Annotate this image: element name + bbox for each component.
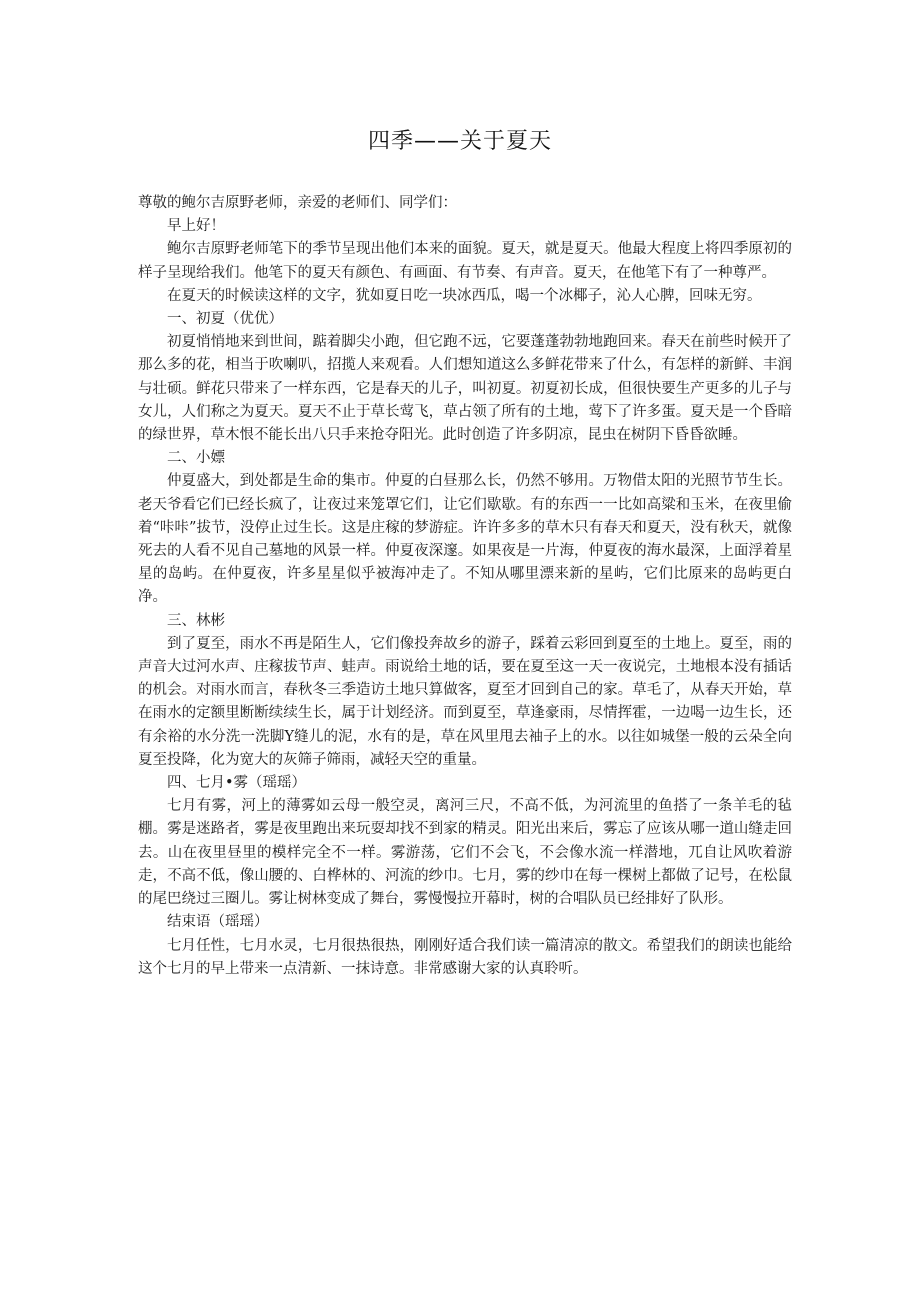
section-heading: 四、七月•雾（瑶瑶） [167,775,307,792]
intro-paragraph: 鲍尔吉原野老师笔下的季节呈现出他们本来的面貌。夏天，就是夏天。他最大程度上将四季原初的样子呈现给我们。他笔下的夏天有颜色、有画面、有节奏、有声音。夏天，在他笔下有了一种尊严。 [138,241,792,281]
section-paragraph: 初夏悄悄地来到世间，踮着脚尖小跑，但它跑不远，它要蓬蓬勃勃地跑回来。春天在前些时候开了那么多的花，相当于吹喇叭，招揽人来观看。人们想知道这么多鲜花带来了什么，有怎样的新鲜、丰润与壮硕。鲜花只带来了一样东西，它是春天的儿子，叫初夏。初夏初长成，但很快要生产更多的儿子与女儿，人们称之为夏天。夏天不止于草长莺飞，草占领了所有的土地，莺下了许多蛋。夏天是一个昏暗的绿世界，草木恨不能长出八只手来抢夺阳光。此时创造了许多阴凉，昆虫在树阴下昏昏欲睡。 [138,334,792,444]
section-heading: 结束语（瑶瑶） [167,914,269,931]
document-title: 四季——关于夏天 [367,129,552,154]
section-paragraph: 到了夏至，雨水不再是陌生人，它们像投奔故乡的游子，踩着云彩回到夏至的土地上。夏至，雨的声音大过河水声、庄稼拔节声、蛙声。雨说给土地的话，要在夏至这一天一夜说完，土地根本没有插话的机会。对雨水而言，春秋冬三季造访土地只算做客，夏至才回到自己的家。草毛了，从春天开始，草在雨水的定额里断断续续生长，属于计划经济。而到夏至，草逢豪雨，尽情挥霍，一边喝一边生长，还有余裕的水分洗一洗脚Y缝儿的泥，水有的是，草在风里甩去袖子上的水。以往如城堡一般的云朵全向夏至投降，化为宽大的灰筛子筛雨，减轻天空的重量。 [138,635,792,768]
section-paragraph: 七月有雾，河上的薄雾如云母一般空灵，离河三尺，不高不低，为河流里的鱼搭了一条羊毛的毡棚。雾是迷路者，雾是夜里跑出来玩耍却找不到家的精灵。阳光出来后，雾忘了应该从哪一道山缝走回去。山在夜里昼里的模样完全不一样。雾游荡，它们不会飞，不会像水流一样潜地，兀自让风吹着游走，不高不低，像山腰的、白桦林的、河流的纱巾。七月，雾的纱巾在每一棵树上都做了记号，在松鼠的尾巴绕过三圈儿。雾让树林变成了舞台，雾慢慢拉开幕时，树的合唱队员已经排好了队形。 [138,798,792,908]
intro-paragraph: 在夏天的时候读这样的文字，犹如夏日吃一块冰西瓜，喝一个冰椰子，沁人心脾，回味无穷。 [167,287,762,304]
greeting: 早上好！ [167,218,225,235]
document-body [138,192,792,981]
section-paragraph: 七月任性，七月水灵，七月很热很热，刚刚好适合我们读一篇清凉的散文。希望我们的朗读也能给这个七月的早上带来一点清新、一抹诗意。非常感谢大家的认真聆听。 [138,937,792,977]
section-heading: 一、初夏（优优） [167,311,283,328]
section-heading: 三、林彬 [167,612,225,629]
section-paragraph: 仲夏盛大，到处都是生命的集市。仲夏的白昼那么长，仍然不够用。万物借太阳的光照节节生长。老天爷看它们已经长疯了，让夜过来笼罩它们，让它们歇歇。有的东西一一比如高粱和玉米，在夜里偷着“咔咔”拔节，没停止过生长。这是庄稼的梦游症。许许多多的草木只有春天和夏天，没有秋天，就像死去的人看不见自己墓地的风景一样。仲夏夜深邃。如果夜是一片海，仲夏夜的海水最深，上面浮着星星的岛屿。在仲夏夜，许多星星似乎被海冲走了。不知从哪里漂来新的星屿，它们比原来的岛屿更白净。 [138,473,792,606]
section-heading: 二、小嫖 [167,450,225,467]
salutation: 尊敬的鲍尔吉原野老师，亲爱的老师们、同学们： [138,195,457,211]
